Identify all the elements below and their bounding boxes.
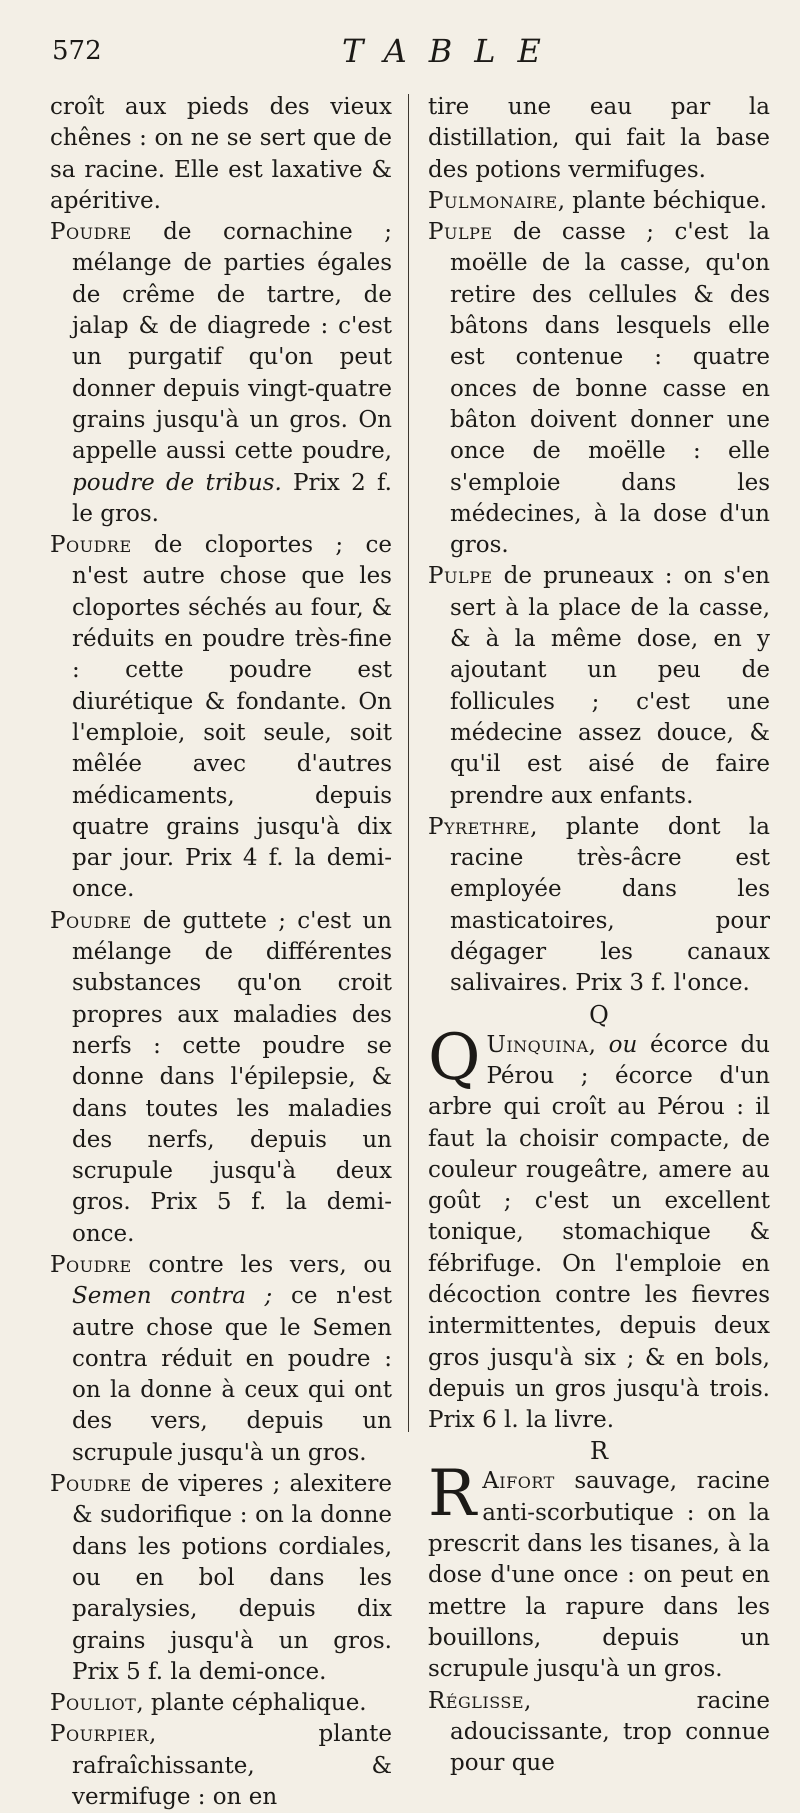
entry-pouliot: Pouliot, plante céphalique. bbox=[50, 1690, 367, 1717]
running-head: TABLE bbox=[342, 32, 563, 70]
entry-continued: tire une eau par la distillation, qui fait la base des potions vermifuges. bbox=[428, 94, 770, 183]
entry-reglisse: Réglisse, racine adoucissante, trop connue pour que bbox=[428, 1687, 770, 1777]
entry-poudre-cloportes: Poudre de cloportes ; ce n'est autre chose que les cloportes séchés au four, & réduits en poudre très-fine : cette poudre est diurétique & fondante. On l'emploie, soit seule, soit mêlée avec d'autres médicaments, depuis quatre grains jusqu'à dix par jour. Prix 4 f. la demi-once. bbox=[50, 532, 392, 903]
entry-poudre-cornachine: Poudre de cornachine ; mélange de parties égales de crême de tartre, de jalap & de diagrede : c'est un purgatif qu'on peut donner depuis vingt-quatre grains jusqu'à un gros. On appelle aussi cette poudre, poudre de tribus. Prix 2 f. le gros. bbox=[50, 219, 392, 527]
entry-continued: croît aux pieds des vieux chênes : on ne se sert que de sa racine. Elle est laxative & apéritive. bbox=[50, 94, 392, 214]
entry-pyrethre: Pyrethre, plante dont la racine très-âcre est employée dans les masticatoires, pour dégager les canaux salivaires. Prix 3 f. l'once. bbox=[428, 813, 770, 997]
page-number: 572 bbox=[52, 36, 102, 66]
column-rule bbox=[408, 94, 409, 1432]
entry-poudre-viperes: Poudre de viperes ; alexitere & sudorifique : on la donne dans les potions cordiales, ou en bol dans les paralysies, depuis dix grains jusqu'à un gros. Prix 5 f. la demi-once. bbox=[50, 1471, 392, 1685]
entry-pulmonaire: Pulmonaire, plante béchique. bbox=[428, 187, 767, 214]
drop-cap-q: Q bbox=[428, 1020, 481, 1095]
left-column bbox=[50, 92, 392, 1813]
entry-poudre-vers: Poudre contre les vers, ou Semen contra ; ce n'est autre chose que le Semen contra réduit en poudre : on la donne à ceux qui ont des vers, depuis un scrupule jusqu'à un gros. bbox=[50, 1251, 392, 1466]
entry-raifort: R Aifort sauvage, racine anti-scorbutique : on la prescrit dans les tisanes, à la dose d'une once : on peut en mettre la rapure dans les bouillons, depuis un scrupule jusqu'à un gros. bbox=[428, 1457, 770, 1683]
section-letter-r: R bbox=[589, 1437, 609, 1466]
entry-pourpier: Pourpier, plante rafraîchissante, & vermifuge : on en bbox=[50, 1721, 392, 1811]
entry-quinquina: Q Uinquina, ou écorce du Pérou ; écorce d'un arbre qui croît au Pérou : il faut la choisir compacte, de couleur rougeâtre, amere au goût ; c'est un excellent tonique, stomachique & fébrifuge. On l'emploie en décoction contre les fievres intermittentes, depuis deux gros jusqu'à six ; & en bols, depuis un gros jusqu'à trois. Prix 6 l. la livre. bbox=[428, 1020, 770, 1434]
page-header bbox=[52, 30, 760, 80]
drop-cap-r: R bbox=[428, 1457, 477, 1532]
entry-poudre-guttete: Poudre de guttete ; c'est un mélange de différentes substances qu'on croit propres aux maladies des nerfs : cette poudre se donne dans l'épilepsie, & dans toutes les maladies des nerfs, depuis un scrupule jusqu'à deux gros. Prix 5 f. la demi-once. bbox=[50, 907, 392, 1247]
section-letter-q: Q bbox=[589, 1000, 609, 1029]
right-column bbox=[428, 92, 770, 1779]
entry-pulpe-casse: Pulpe de casse ; c'est la moëlle de la casse, qu'on retire des cellules & des bâtons dans lesquels elle est contenue : quatre onces de bonne casse en bâton doivent donner une once de moëlle : elle s'emploie dans les médecines, à la dose d'un gros. bbox=[428, 219, 770, 559]
entry-pulpe-pruneaux: Pulpe de pruneaux : on s'en sert à la place de la casse, & à la même dose, en y ajoutant un peu de follicules ; c'est une médecine assez douce, & qu'il est aisé de faire prendre aux enfants. bbox=[428, 563, 770, 809]
